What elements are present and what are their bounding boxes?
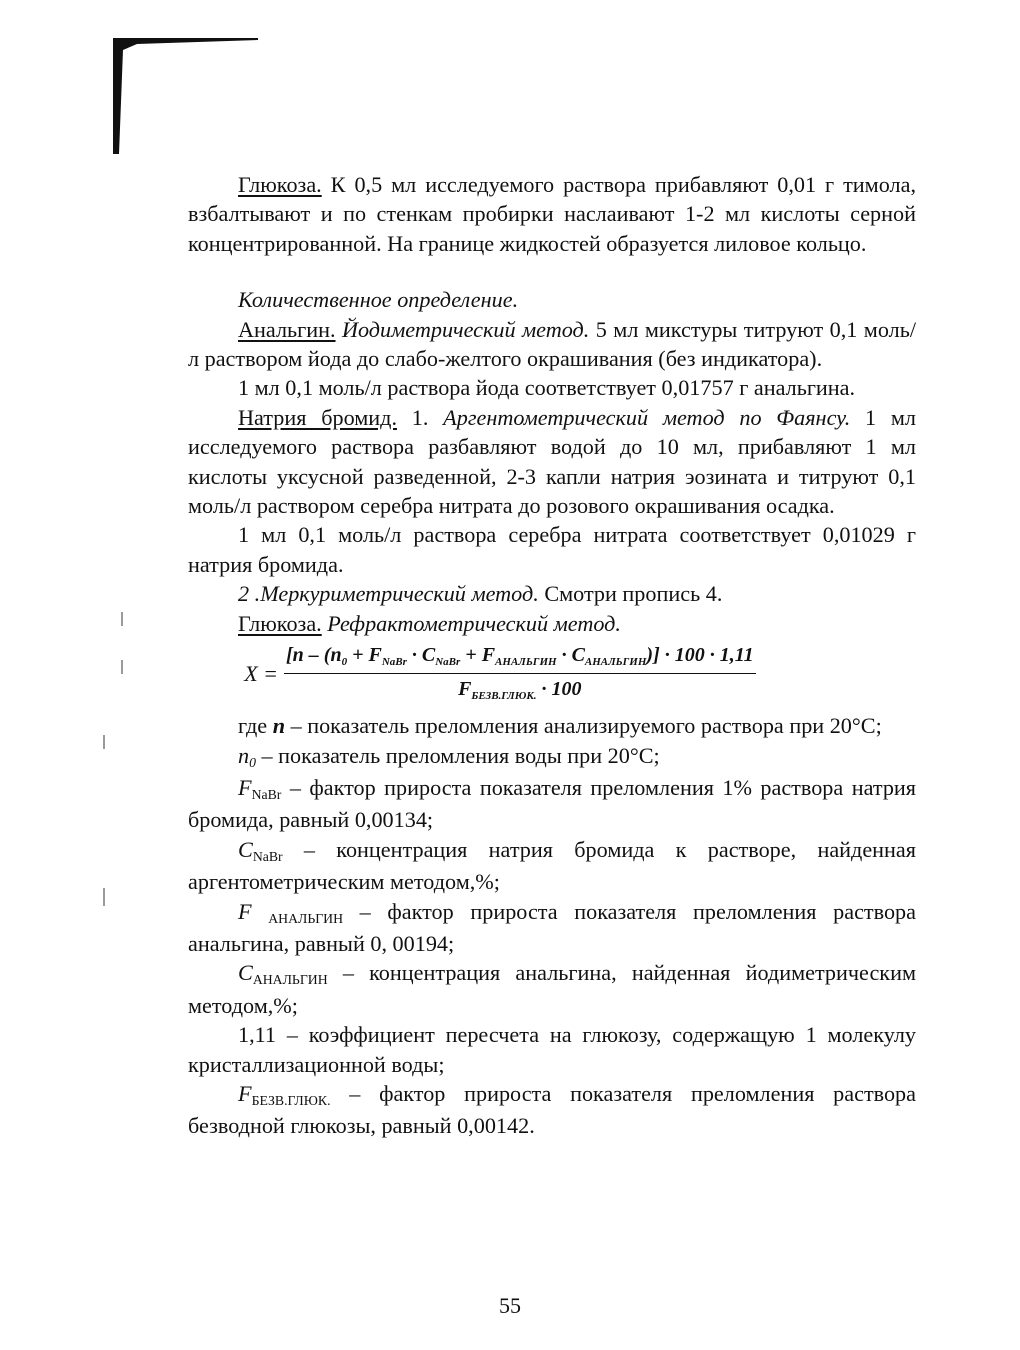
page-number: 55: [499, 1293, 521, 1318]
definition-c-analgin: CАНАЛЬГИН – концентрация анальгина, найденная йодиметрическим методом,%;: [188, 960, 916, 1018]
refractometry-formula: [188, 642, 916, 705]
margin-tick: [121, 660, 123, 674]
formula-lhs: X =: [244, 660, 278, 686]
definition-f-nabr: FNaBr – фактор прироста показателя преломления 1% раствора натрия бромида, равный 0,00134;: [188, 774, 916, 833]
definition-coefficient: 1,11 – коэффициент пересчета на глюкозу, содержащую 1 молекулу кристаллизационной воды;: [188, 1022, 916, 1077]
formula-denominator: FБЕЗВ.ГЛЮК. · 100: [458, 678, 582, 702]
nabr-heading: Натрия бромид.: [238, 404, 397, 430]
nabr-equivalent: 1 мл 0,1 моль/л раствора серебра нитрата соответствует 0,01029 г натрия бромида.: [188, 522, 916, 577]
definition-f-analgin: F АНАЛЬГИН – фактор прироста показателя преломления раствора анальгина, равный 0, 00194;: [188, 898, 916, 956]
glucose-refractometry-heading: Глюкоза. Рефрактометрический метод.: [238, 610, 621, 636]
analgin-paragraph: Анальгин. Йодиметрический метод. 5 мл микстуры титруют 0,1 моль/л раствором йода до слабо-желтого окрашивания (без индикатора).: [188, 316, 916, 372]
page-body: [188, 170, 916, 1141]
formula-numerator: [n – (n0 + FNaBr · CNaBr + FАНАЛЬГИН · CАНАЛЬГИН)] · 100 · 1,11: [286, 644, 754, 668]
mercury-paragraph: 2 .Меркуриметрический метод. Смотри пропись 4.: [238, 581, 723, 607]
glucose-test-paragraph: Глюкоза. К 0,5 мл исследуемого раствора прибавляют 0,01 г тимола, взбалтывают и по стенкам пробирки наслаивают 1-2 мл кислоты серной концентрированной. На границе жидкостей образуется лиловое кольцо.: [188, 172, 916, 256]
definition-n0: n0 – показатель преломления воды при 20°С;: [238, 742, 660, 770]
analgin-equivalent: 1 мл 0,1 моль/л раствора йода соответствует 0,01757 г анальгина.: [238, 375, 856, 401]
formula-fraction: [284, 642, 756, 705]
margin-tick: [103, 888, 105, 906]
definition-f-anhydrous: FБЕЗВ.ГЛЮК. – фактор прироста показателя преломления раствора безводной глюкозы, равный 0,00142.: [188, 1080, 916, 1139]
analgin-heading: Анальгин.: [238, 316, 336, 342]
margin-tick: [103, 735, 105, 749]
margin-tick: [121, 612, 123, 626]
definition-c-nabr: CNaBr – концентрация натрия бромида к растворе, найденная аргентометрическим методом,%;: [188, 836, 916, 895]
scan-corner-mark: [113, 34, 258, 154]
definition-n: где n – показатель преломления анализируемого раствора при 20°С;: [238, 713, 882, 739]
glucose2-heading: Глюкоза.: [238, 610, 322, 636]
nabr-paragraph: Натрия бромид. 1. Аргентометрический метод по Фаянсу. 1 мл исследуемого раствора разбавляют водой до 10 мл, прибавляют 1 мл кислоты уксусной разведенной, 2-3 капли натрия эозината и титруют 0,1 моль/л раствором серебра нитрата до розового окрашивания осадка.: [188, 404, 916, 519]
glucose-heading: Глюкоза.: [238, 172, 322, 197]
quantitative-heading: Количественное определение.: [238, 287, 519, 313]
